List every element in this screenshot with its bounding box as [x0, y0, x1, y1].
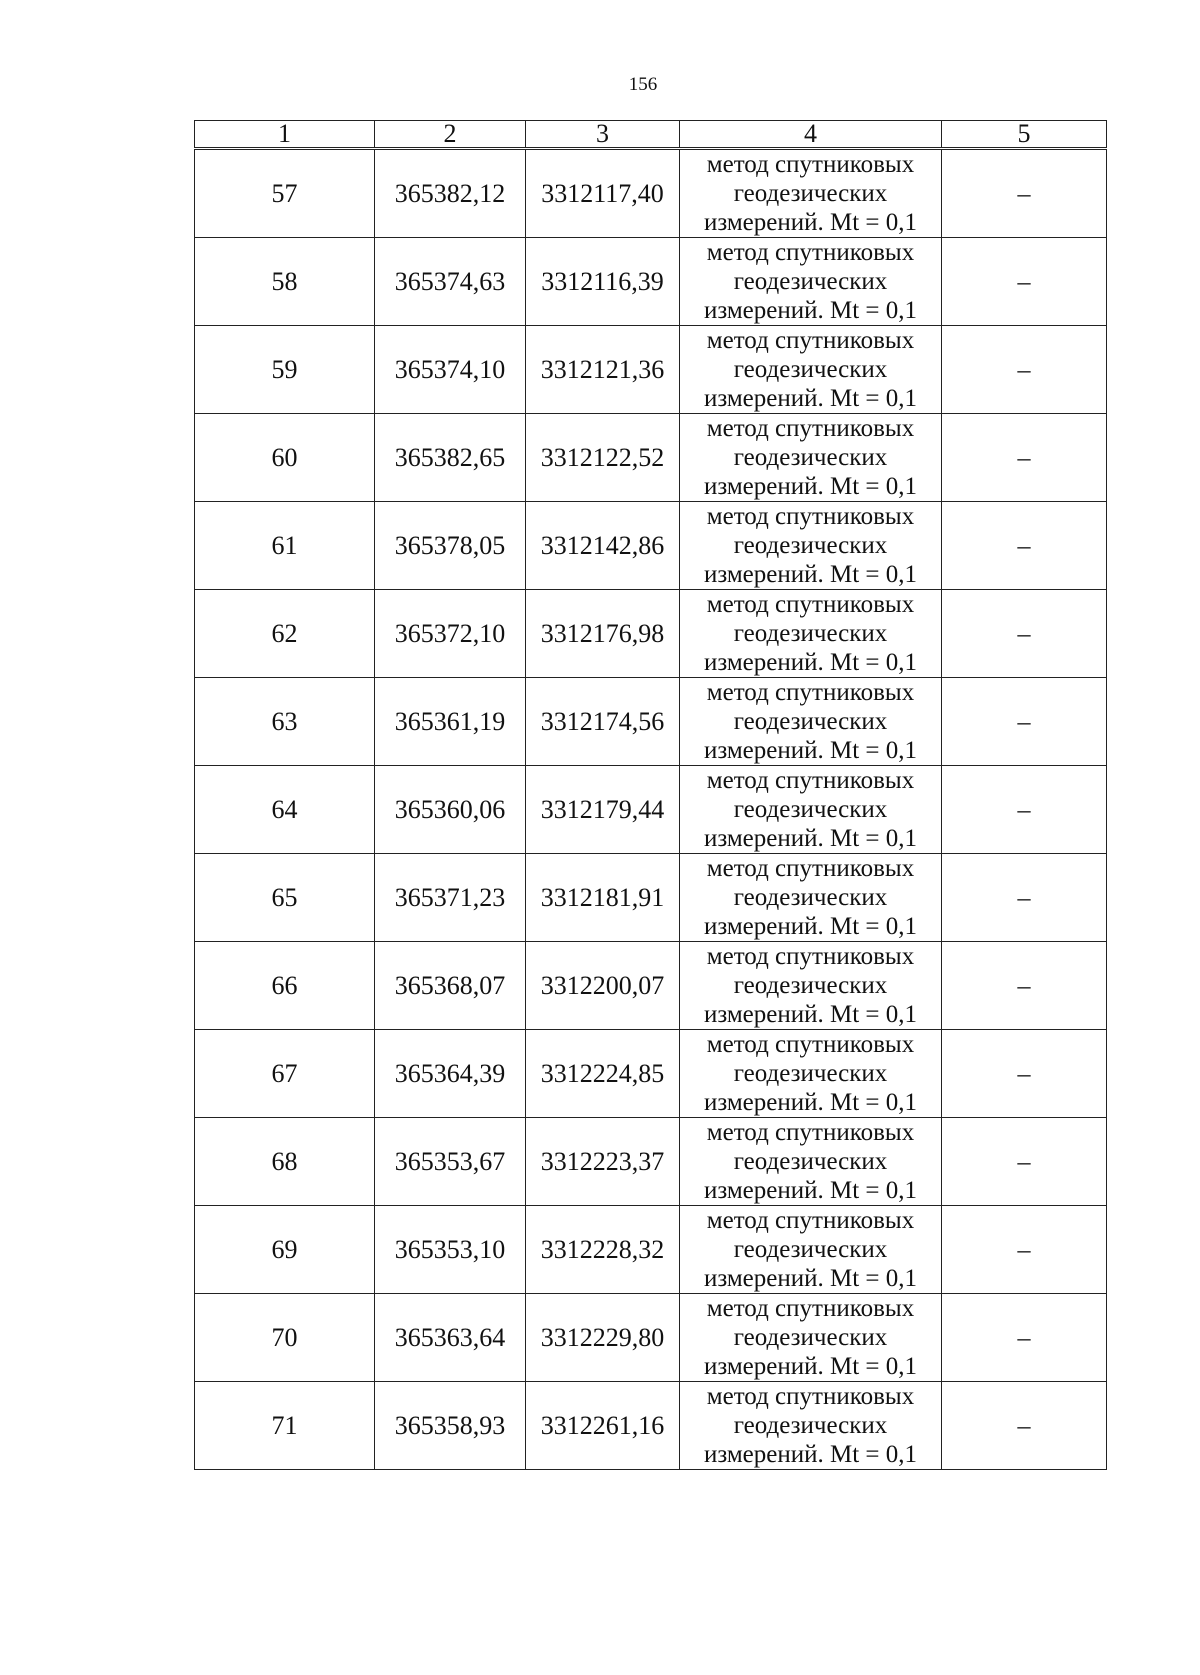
method-line-3: измерений. Mt = 0,1 — [703, 1177, 918, 1204]
method-line-3: измерений. Mt = 0,1 — [703, 561, 918, 588]
method-line-2: геодезических — [733, 444, 888, 471]
coord-y-cell: 3312176,98 — [526, 590, 680, 678]
coord-x-cell: 365371,23 — [375, 854, 526, 942]
coord-y-cell: 3312223,37 — [526, 1118, 680, 1206]
method-cell — [680, 590, 942, 678]
header-row — [195, 121, 1107, 149]
coord-y-cell: 3312200,07 — [526, 942, 680, 1030]
method-cell — [680, 414, 942, 502]
header-col-5: 5 — [942, 121, 1107, 149]
coord-y-cell: 3312224,85 — [526, 1030, 680, 1118]
method-line-3: измерений. Mt = 0,1 — [703, 385, 918, 412]
coord-y-cell: 3312261,16 — [526, 1382, 680, 1470]
table-row — [195, 1382, 1107, 1470]
note-cell: – — [942, 1030, 1107, 1118]
coord-y-cell: 3312229,80 — [526, 1294, 680, 1382]
method-line-1: метод спутниковых — [706, 1119, 915, 1146]
table-row — [195, 1118, 1107, 1206]
point-number-cell: 68 — [195, 1118, 375, 1206]
method-line-2: геодезических — [733, 620, 888, 647]
note-cell: – — [942, 766, 1107, 854]
method-line-2: геодезических — [733, 972, 888, 999]
method-line-1: метод спутниковых — [706, 1295, 915, 1322]
table-row — [195, 149, 1107, 238]
method-line-2: геодезических — [733, 884, 888, 911]
coord-x-cell: 365364,39 — [375, 1030, 526, 1118]
coord-x-cell: 365382,65 — [375, 414, 526, 502]
method-line-2: геодезических — [733, 1148, 888, 1175]
note-cell: – — [942, 1206, 1107, 1294]
method-line-2: геодезических — [733, 708, 888, 735]
method-line-1: метод спутниковых — [706, 943, 915, 970]
method-line-1: метод спутниковых — [706, 767, 915, 794]
point-number-cell: 63 — [195, 678, 375, 766]
method-cell — [680, 1118, 942, 1206]
method-line-1: метод спутниковых — [706, 591, 915, 618]
note-cell: – — [942, 1118, 1107, 1206]
method-line-3: измерений. Mt = 0,1 — [703, 737, 918, 764]
point-number-cell: 67 — [195, 1030, 375, 1118]
coord-x-cell: 365368,07 — [375, 942, 526, 1030]
method-line-1: метод спутниковых — [706, 855, 915, 882]
method-cell — [680, 1206, 942, 1294]
note-cell: – — [942, 414, 1107, 502]
coord-y-cell: 3312228,32 — [526, 1206, 680, 1294]
point-number-cell: 57 — [195, 149, 375, 238]
method-line-2: геодезических — [733, 356, 888, 383]
method-line-1: метод спутниковых — [706, 415, 915, 442]
method-line-2: геодезических — [733, 1236, 888, 1263]
method-cell — [680, 149, 942, 238]
method-line-3: измерений. Mt = 0,1 — [703, 1441, 918, 1468]
method-line-1: метод спутниковых — [706, 1207, 915, 1234]
method-cell — [680, 1294, 942, 1382]
coord-x-cell: 365378,05 — [375, 502, 526, 590]
method-cell — [680, 1382, 942, 1470]
method-line-3: измерений. Mt = 0,1 — [703, 913, 918, 940]
coord-y-cell: 3312116,39 — [526, 238, 680, 326]
method-line-1: метод спутниковых — [706, 327, 915, 354]
method-line-3: измерений. Mt = 0,1 — [703, 209, 918, 236]
table-row — [195, 678, 1107, 766]
header-col-2: 2 — [375, 121, 526, 149]
method-cell — [680, 678, 942, 766]
coord-x-cell: 365363,64 — [375, 1294, 526, 1382]
note-cell: – — [942, 326, 1107, 414]
method-line-2: геодезических — [733, 1060, 888, 1087]
method-line-1: метод спутниковых — [706, 503, 915, 530]
method-line-3: измерений. Mt = 0,1 — [703, 649, 918, 676]
table-row — [195, 414, 1107, 502]
coord-x-cell: 365372,10 — [375, 590, 526, 678]
table-body — [195, 149, 1107, 1470]
table-row — [195, 942, 1107, 1030]
method-line-3: измерений. Mt = 0,1 — [703, 1001, 918, 1028]
method-line-2: геодезических — [733, 180, 888, 207]
note-cell: – — [942, 590, 1107, 678]
coord-x-cell: 365374,10 — [375, 326, 526, 414]
table-row — [195, 1206, 1107, 1294]
header-col-1: 1 — [195, 121, 375, 149]
coord-x-cell: 365361,19 — [375, 678, 526, 766]
method-line-2: геодезических — [733, 796, 888, 823]
coord-x-cell: 365382,12 — [375, 149, 526, 238]
method-cell — [680, 766, 942, 854]
method-line-3: измерений. Mt = 0,1 — [703, 1265, 918, 1292]
point-number-cell: 61 — [195, 502, 375, 590]
note-cell: – — [942, 149, 1107, 238]
header-col-4: 4 — [680, 121, 942, 149]
method-line-2: геодезических — [733, 532, 888, 559]
coord-x-cell: 365374,63 — [375, 238, 526, 326]
point-number-cell: 64 — [195, 766, 375, 854]
method-line-3: измерений. Mt = 0,1 — [703, 473, 918, 500]
coord-x-cell: 365360,06 — [375, 766, 526, 854]
method-line-3: измерений. Mt = 0,1 — [703, 297, 918, 324]
page-number: 156 — [628, 74, 658, 95]
point-number-cell: 59 — [195, 326, 375, 414]
coord-x-cell: 365358,93 — [375, 1382, 526, 1470]
method-line-3: измерений. Mt = 0,1 — [703, 825, 918, 852]
method-line-2: геодезических — [733, 268, 888, 295]
method-cell — [680, 238, 942, 326]
method-line-1: метод спутниковых — [706, 239, 915, 266]
coord-y-cell: 3312142,86 — [526, 502, 680, 590]
method-line-3: измерений. Mt = 0,1 — [703, 1353, 918, 1380]
point-number-cell: 66 — [195, 942, 375, 1030]
note-cell: – — [942, 502, 1107, 590]
coord-y-cell: 3312179,44 — [526, 766, 680, 854]
point-number-cell: 71 — [195, 1382, 375, 1470]
point-number-cell: 58 — [195, 238, 375, 326]
method-line-2: геодезических — [733, 1324, 888, 1351]
note-cell: – — [942, 1294, 1107, 1382]
method-cell — [680, 502, 942, 590]
coord-x-cell: 365353,67 — [375, 1118, 526, 1206]
coord-y-cell: 3312122,52 — [526, 414, 680, 502]
point-number-cell: 65 — [195, 854, 375, 942]
table-row — [195, 590, 1107, 678]
method-line-2: геодезических — [733, 1412, 888, 1439]
method-cell — [680, 326, 942, 414]
table-row — [195, 854, 1107, 942]
point-number-cell: 62 — [195, 590, 375, 678]
method-cell — [680, 1030, 942, 1118]
method-line-1: метод спутниковых — [706, 1383, 915, 1410]
table-row — [195, 502, 1107, 590]
method-line-1: метод спутниковых — [706, 679, 915, 706]
table-header — [195, 121, 1107, 149]
method-line-1: метод спутниковых — [706, 151, 915, 178]
point-number-cell: 60 — [195, 414, 375, 502]
note-cell: – — [942, 854, 1107, 942]
note-cell: – — [942, 238, 1107, 326]
method-line-1: метод спутниковых — [706, 1031, 915, 1058]
table-row — [195, 238, 1107, 326]
coord-x-cell: 365353,10 — [375, 1206, 526, 1294]
coord-y-cell: 3312174,56 — [526, 678, 680, 766]
method-line-3: измерений. Mt = 0,1 — [703, 1089, 918, 1116]
note-cell: – — [942, 1382, 1107, 1470]
coord-y-cell: 3312181,91 — [526, 854, 680, 942]
note-cell: – — [942, 678, 1107, 766]
table-row — [195, 766, 1107, 854]
table-row — [195, 1294, 1107, 1382]
table-row — [195, 1030, 1107, 1118]
method-cell — [680, 854, 942, 942]
table-row — [195, 326, 1107, 414]
coordinates-table — [194, 120, 1107, 1470]
method-cell — [680, 942, 942, 1030]
note-cell: – — [942, 942, 1107, 1030]
header-col-3: 3 — [526, 121, 680, 149]
point-number-cell: 69 — [195, 1206, 375, 1294]
point-number-cell: 70 — [195, 1294, 375, 1382]
coord-y-cell: 3312117,40 — [526, 149, 680, 238]
coord-y-cell: 3312121,36 — [526, 326, 680, 414]
